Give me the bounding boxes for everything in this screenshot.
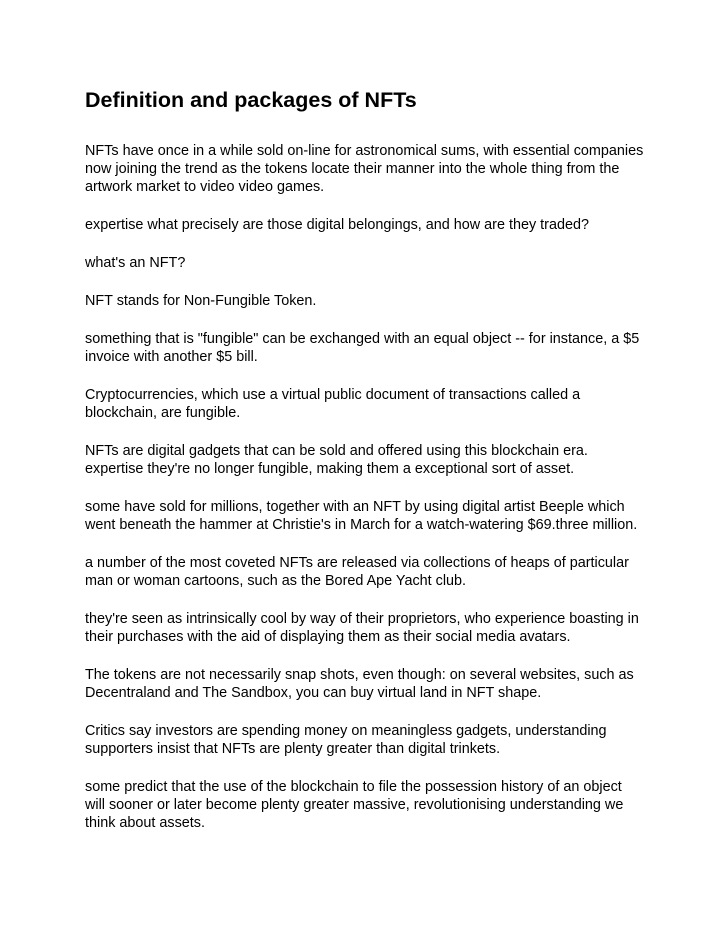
paragraph-fungible-definition: something that is "fungible" can be exchanged with an equal object -- for instance, a $5 invoice with another $5 bill. xyxy=(85,331,640,365)
paragraph-digital-gadgets: NFTs are digital gadgets that can be sold and offered using this blockchain era. expertise they're no longer fungible, making them a exceptional sort of asset. xyxy=(85,443,588,477)
document-title: Definition and packages of NFTs xyxy=(85,88,417,112)
paragraph-predictions: some predict that the use of the blockchain to file the possession history of an object will sooner or later become plenty greater massive, revolutionising understanding we think about assets. xyxy=(85,779,624,831)
paragraph-intro: NFTs have once in a while sold on-line for astronomical sums, with essential companies now joining the trend as the tokens locate their manner into the whole thing from the artwork market to video video games. xyxy=(85,143,644,195)
paragraph-beeple: some have sold for millions, together with an NFT by using digital artist Beeple which went beneath the hammer at Christie's in March for a watch-watering $69.three million. xyxy=(85,499,638,533)
paragraph-virtual-land: The tokens are not necessarily snap shots, even though: on several websites, such as Decentraland and The Sandbox, you can buy virtual land in NFT shape. xyxy=(85,667,634,701)
paragraph-collections: a number of the most coveted NFTs are released via collections of heaps of particular man or woman cartoons, such as the Bored Ape Yacht club. xyxy=(85,555,629,589)
paragraph-nft-stands-for: NFT stands for Non-Fungible Token. xyxy=(85,293,317,309)
paragraph-cryptocurrencies: Cryptocurrencies, which use a virtual public document of transactions called a blockchain, are fungible. xyxy=(85,387,581,421)
paragraph-avatars: they're seen as intrinsically cool by way of their proprietors, who experience boasting in their purchases with the aid of displaying them as their social media avatars. xyxy=(85,611,639,645)
document-page xyxy=(85,85,645,852)
paragraph-expertise-question: expertise what precisely are those digital belongings, and how are they traded? xyxy=(85,217,589,233)
paragraph-what-is-nft: what's an NFT? xyxy=(85,255,186,271)
paragraph-critics: Critics say investors are spending money on meaningless gadgets, understanding supporters insist that NFTs are plenty greater than digital trinkets. xyxy=(85,723,607,757)
